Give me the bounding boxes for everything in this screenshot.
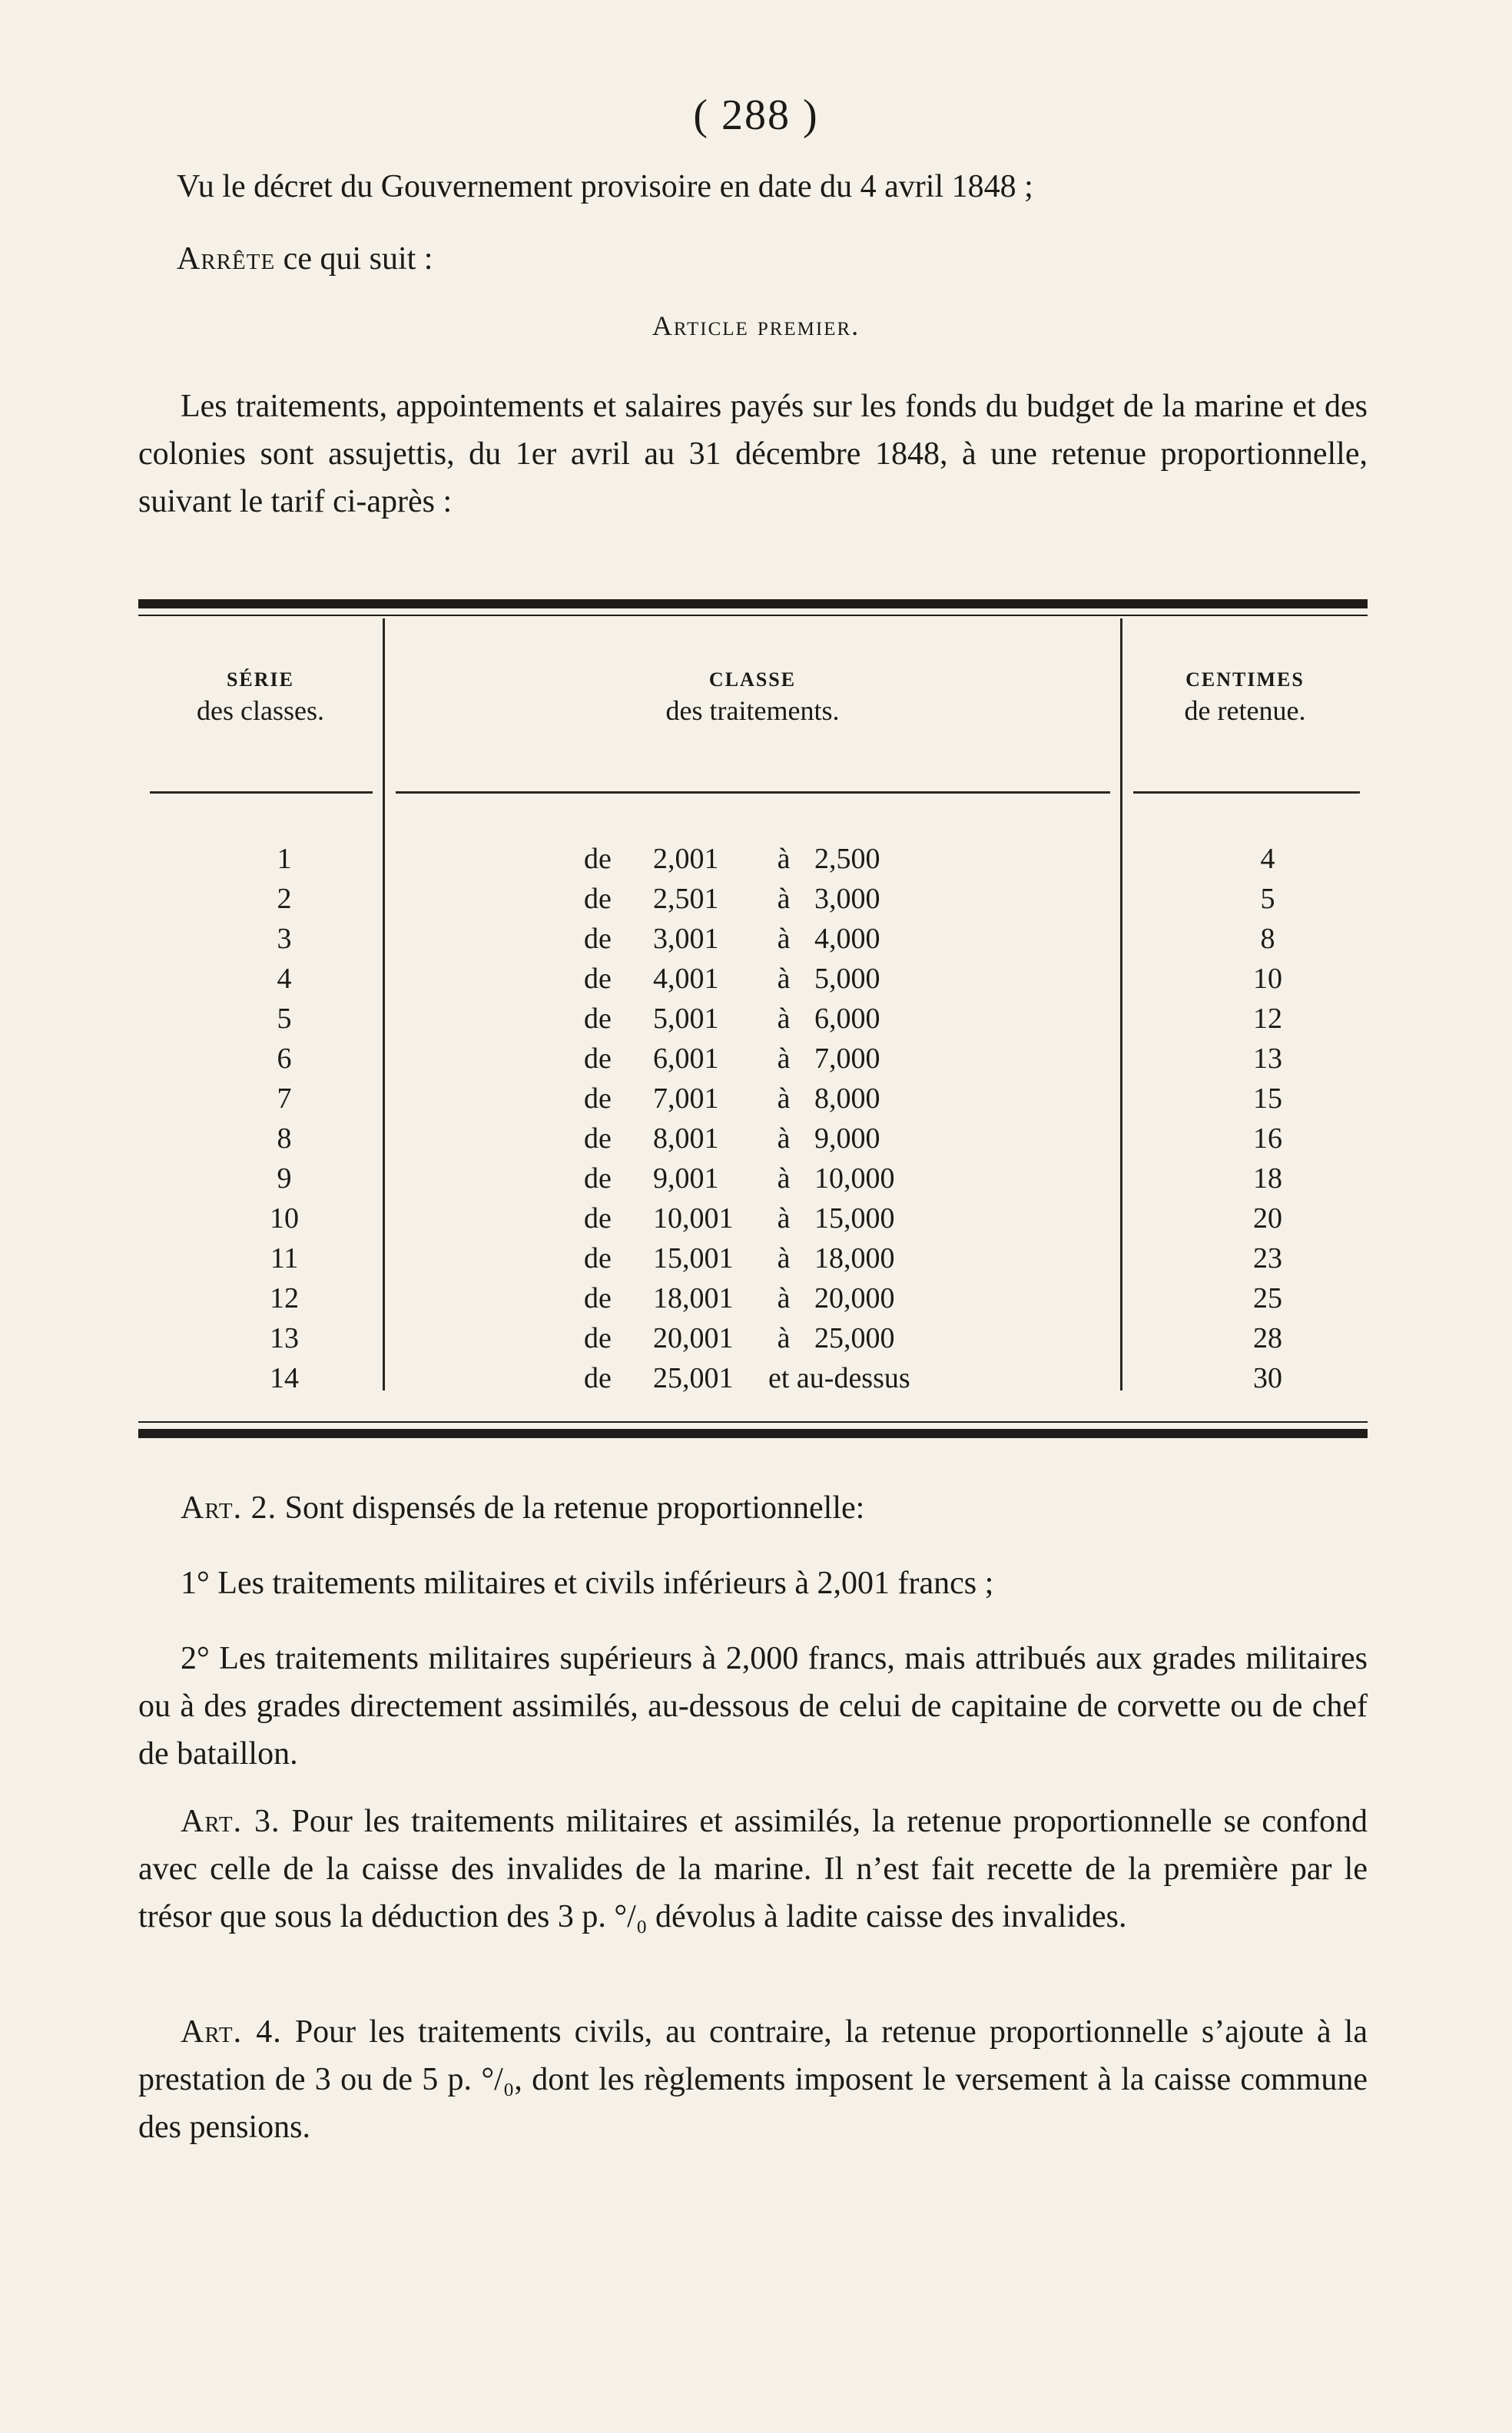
a-cell: à xyxy=(777,1202,791,1235)
header-centimes-title: CENTIMES xyxy=(1185,668,1305,691)
table-row xyxy=(0,1361,1512,1401)
to-cell: 5,000 xyxy=(814,963,880,995)
header-centimes-sub: de retenue. xyxy=(1184,695,1306,726)
serie-cell: 10 xyxy=(270,1202,299,1235)
de-cell: de xyxy=(584,1003,612,1035)
art3-text: Pour les traitements militaires et assimilés, la retenue proportionnelle se confond avec celle de la caisse des invalides de la marine. Il n’est fait recette de la première par le trésor que sous la déduction des 3 p. °/₀ dévolus à ladite caisse des invalides. xyxy=(138,1804,1368,1934)
to-cell: 8,000 xyxy=(814,1082,880,1115)
header-underline-3 xyxy=(1133,791,1360,794)
centimes-cell: 18 xyxy=(1253,1162,1282,1195)
serie-cell: 9 xyxy=(277,1162,292,1195)
serie-cell: 2 xyxy=(277,883,292,915)
serie-cell: 3 xyxy=(277,923,292,955)
from-cell: 3,001 xyxy=(653,923,719,955)
table-row xyxy=(0,882,1512,922)
to-cell: 2,500 xyxy=(814,843,880,875)
art4-paragraph xyxy=(138,2008,1368,2151)
centimes-cell: 25 xyxy=(1253,1282,1282,1314)
table-row xyxy=(0,1321,1512,1361)
to-cell: 9,000 xyxy=(814,1122,880,1155)
serie-cell: 14 xyxy=(270,1362,299,1394)
arrete-lead: Arrête xyxy=(177,241,276,277)
de-cell: de xyxy=(584,1242,612,1275)
arrete-rest: ce qui suit : xyxy=(275,241,433,277)
art2-item1: 1° Les traitements militaires et civils inférieurs à 2,001 francs ; xyxy=(181,1566,994,1601)
a-cell: à xyxy=(777,1042,791,1075)
a-cell: à xyxy=(777,1242,791,1275)
table-row xyxy=(0,1082,1512,1122)
a-cell: à xyxy=(777,1122,791,1155)
de-cell: de xyxy=(584,963,612,995)
serie-cell: 4 xyxy=(277,963,292,995)
serie-cell: 11 xyxy=(270,1242,299,1275)
header-classe-sub: des traitements. xyxy=(665,695,840,726)
table-row xyxy=(0,1122,1512,1162)
serie-cell: 5 xyxy=(277,1003,292,1035)
table-bottom-rule-thin xyxy=(138,1421,1368,1423)
a-cell: à xyxy=(777,843,791,875)
article1-paragraph: Les traitements, appointements et salaires payés sur les fonds du budget de la marine et des colonies sont assujettis, du 1er avril au 31 décembre 1848, à une retenue proportionnelle, suivant le tarif ci-après : xyxy=(138,389,1368,519)
from-cell: 6,001 xyxy=(653,1042,719,1075)
art2-text: Sont dispensés de la retenue proportionnelle: xyxy=(277,1490,865,1526)
de-cell: de xyxy=(584,1202,612,1235)
serie-cell: 13 xyxy=(270,1322,299,1354)
centimes-cell: 15 xyxy=(1253,1082,1282,1115)
art4-text: Pour les traitements civils, au contraire, la retenue proportionnelle s’ajoute à la prestation de 3 ou de 5 p. °/₀, dont les règlements imposent le versement à la caisse commune des pensions. xyxy=(138,2014,1368,2145)
table-row xyxy=(0,922,1512,962)
de-cell: de xyxy=(584,1282,612,1314)
header-classe xyxy=(385,668,1120,727)
table-row xyxy=(0,1241,1512,1281)
header-underline-1 xyxy=(150,791,373,794)
centimes-cell: 12 xyxy=(1253,1003,1282,1035)
to-cell: 3,000 xyxy=(814,883,880,915)
to-cell: 7,000 xyxy=(814,1042,880,1075)
page-number: ( 288 ) xyxy=(693,91,819,139)
to-cell: 4,000 xyxy=(814,923,880,955)
intro-paragraph: Vu le décret du Gouvernement provisoire en date du 4 avril 1848 ; xyxy=(177,169,1033,204)
de-cell: de xyxy=(584,1362,612,1394)
from-cell: 10,001 xyxy=(653,1202,734,1235)
serie-cell: 8 xyxy=(277,1122,292,1155)
centimes-cell: 30 xyxy=(1253,1362,1282,1394)
centimes-cell: 5 xyxy=(1260,883,1275,915)
art2-lead: Art. 2. xyxy=(181,1490,277,1526)
table-row xyxy=(0,1162,1512,1202)
centimes-cell: 8 xyxy=(1260,923,1275,955)
table-row xyxy=(0,962,1512,1002)
art2-paragraph xyxy=(138,1484,1368,1532)
to-cell: 25,000 xyxy=(814,1322,895,1354)
serie-cell: 7 xyxy=(277,1082,292,1115)
to-cell: 10,000 xyxy=(814,1162,895,1195)
a-cell: à xyxy=(777,1082,791,1115)
from-cell: 4,001 xyxy=(653,963,719,995)
from-cell: 2,501 xyxy=(653,883,719,915)
from-cell: 15,001 xyxy=(653,1242,734,1275)
article-heading: Article premier. xyxy=(652,310,860,341)
table-top-rule-thin xyxy=(138,615,1368,616)
header-serie-title: SÉRIE xyxy=(226,668,295,691)
a-cell: à xyxy=(777,963,791,995)
art2-item2: 2° Les traitements militaires supérieurs à 2,000 francs, mais attribués aux grades militaires ou à des grades directement assimilés, au-dessous de celui de capitaine de corvette ou de chef de bataillon. xyxy=(138,1641,1368,1772)
table-row xyxy=(0,1042,1512,1082)
centimes-cell: 28 xyxy=(1253,1322,1282,1354)
a-cell: à xyxy=(777,1322,791,1354)
table-row xyxy=(0,1281,1512,1321)
serie-cell: 6 xyxy=(277,1042,292,1075)
from-cell: 25,001 xyxy=(653,1362,734,1394)
table-bottom-rule xyxy=(138,1429,1368,1438)
a-cell: et au-dessus xyxy=(768,1362,910,1394)
header-underline-2 xyxy=(396,791,1110,794)
a-cell: à xyxy=(777,883,791,915)
from-cell: 5,001 xyxy=(653,1003,719,1035)
a-cell: à xyxy=(777,1003,791,1035)
art3-paragraph xyxy=(138,1798,1368,1941)
serie-cell: 12 xyxy=(270,1282,299,1314)
de-cell: de xyxy=(584,1042,612,1075)
art4-lead: Art. 4. xyxy=(181,2014,282,2050)
from-cell: 18,001 xyxy=(653,1282,734,1314)
de-cell: de xyxy=(584,1322,612,1354)
header-serie xyxy=(138,668,383,727)
a-cell: à xyxy=(777,923,791,955)
de-cell: de xyxy=(584,1122,612,1155)
a-cell: à xyxy=(777,1162,791,1195)
from-cell: 8,001 xyxy=(653,1122,719,1155)
header-serie-sub: des classes. xyxy=(197,695,324,726)
from-cell: 9,001 xyxy=(653,1162,719,1195)
centimes-cell: 20 xyxy=(1253,1202,1282,1235)
arrete-paragraph xyxy=(177,235,1368,283)
centimes-cell: 4 xyxy=(1260,843,1275,875)
centimes-cell: 10 xyxy=(1253,963,1282,995)
from-cell: 7,001 xyxy=(653,1082,719,1115)
table-row xyxy=(0,1202,1512,1241)
serie-cell: 1 xyxy=(277,843,292,875)
table-row xyxy=(0,842,1512,882)
table-top-rule xyxy=(138,599,1368,608)
de-cell: de xyxy=(584,843,612,875)
from-cell: 2,001 xyxy=(653,843,719,875)
art3-lead: Art. 3. xyxy=(181,1804,280,1839)
from-cell: 20,001 xyxy=(653,1322,734,1354)
to-cell: 6,000 xyxy=(814,1003,880,1035)
to-cell: 20,000 xyxy=(814,1282,895,1314)
de-cell: de xyxy=(584,1082,612,1115)
de-cell: de xyxy=(584,1162,612,1195)
a-cell: à xyxy=(777,1282,791,1314)
header-classe-title: CLASSE xyxy=(708,668,797,691)
de-cell: de xyxy=(584,923,612,955)
header-centimes xyxy=(1122,668,1368,727)
table-row xyxy=(0,1002,1512,1042)
centimes-cell: 23 xyxy=(1253,1242,1282,1275)
to-cell: 15,000 xyxy=(814,1202,895,1235)
to-cell: 18,000 xyxy=(814,1242,895,1275)
centimes-cell: 16 xyxy=(1253,1122,1282,1155)
centimes-cell: 13 xyxy=(1253,1042,1282,1075)
de-cell: de xyxy=(584,883,612,915)
